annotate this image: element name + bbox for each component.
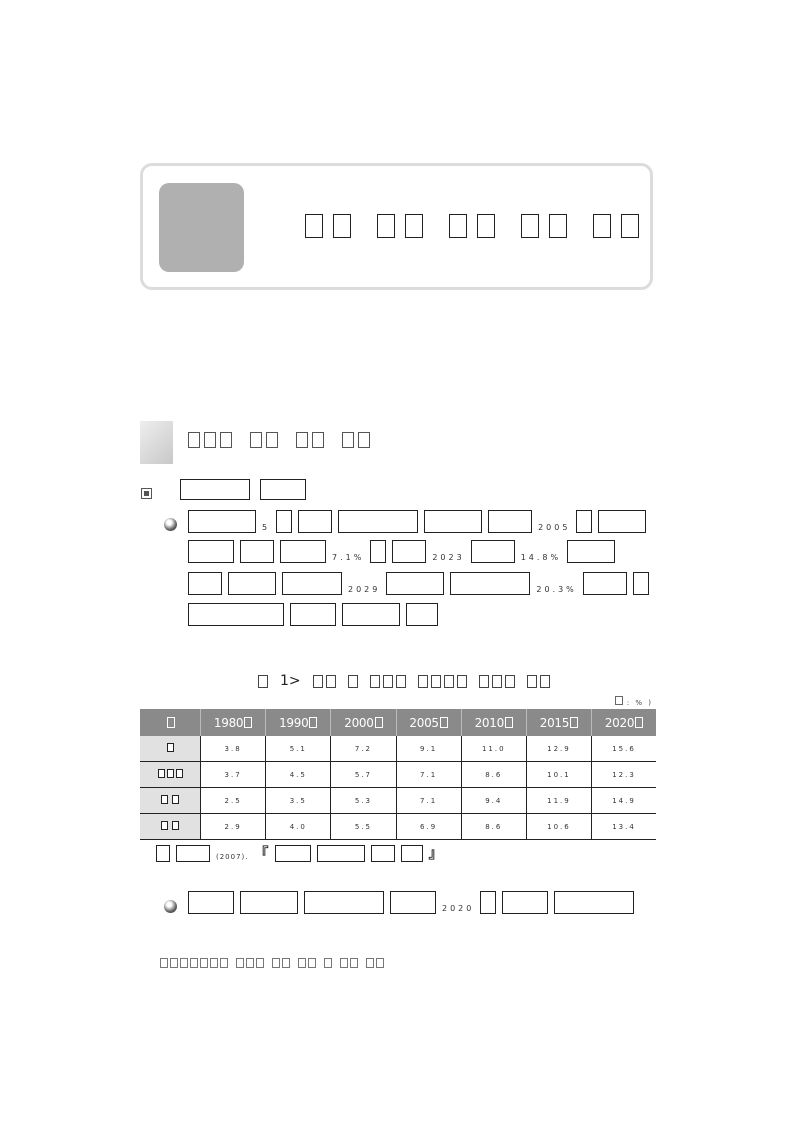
column-header: 2005 — [396, 709, 461, 736]
table-row — [140, 788, 656, 814]
paragraph-line — [188, 889, 634, 914]
table-cell: 7.1 — [396, 788, 461, 814]
open-quote: 『 — [254, 846, 269, 862]
table-cell: 9.4 — [461, 788, 526, 814]
paragraph-line — [188, 601, 438, 626]
table-row — [140, 814, 656, 840]
percent-20-3: 20.3% — [536, 585, 577, 594]
row-header-column — [140, 709, 201, 736]
subsection-heading — [180, 479, 306, 500]
table-unit: : % ) — [615, 696, 653, 707]
table-cell: 6.9 — [396, 814, 461, 840]
year-2023: 2023 — [432, 553, 465, 562]
table-cell: 2.5 — [201, 788, 266, 814]
column-header: 1980 — [201, 709, 266, 736]
section-tab-decoration — [140, 421, 173, 464]
percent-14-8: 14.8% — [520, 553, 562, 562]
chapter-banner — [140, 163, 653, 290]
table-cell: 4.0 — [266, 814, 331, 840]
table-cell: 5.3 — [331, 788, 396, 814]
paragraph-line — [188, 538, 615, 563]
unit-label: % — [635, 699, 645, 707]
table-cell: 5.5 — [331, 814, 396, 840]
table-cell: 3.8 — [201, 736, 266, 762]
table-cell: 15.6 — [592, 736, 656, 762]
footnote-number: 5 — [262, 523, 271, 532]
column-header: 2015 — [526, 709, 591, 736]
column-header: 1990 — [266, 709, 331, 736]
table-row — [140, 736, 656, 762]
year-2029: 2029 — [348, 585, 381, 594]
table-source — [156, 842, 443, 862]
row-label — [140, 814, 201, 840]
table-cell: 12.3 — [592, 762, 656, 788]
table-row — [140, 762, 656, 788]
data-table — [140, 709, 656, 840]
table-cell: 2.9 — [201, 814, 266, 840]
page-footer — [160, 958, 384, 968]
paragraph-line — [188, 508, 646, 533]
round-bullet-icon — [164, 518, 177, 531]
row-label — [140, 788, 201, 814]
column-header: 2000 — [331, 709, 396, 736]
table-cell: 8.6 — [461, 814, 526, 840]
chapter-number-block — [159, 183, 244, 272]
square-bullet-icon — [141, 488, 152, 499]
year-2020: 2020 — [442, 904, 475, 913]
close-quote: 』 — [428, 846, 443, 862]
column-header: 2010 — [461, 709, 526, 736]
paragraph-line — [188, 570, 649, 595]
chapter-title — [305, 214, 639, 240]
table-cell: 5.7 — [331, 762, 396, 788]
percent-7-1: 7.1% — [332, 553, 365, 562]
column-header: 2020 — [592, 709, 656, 736]
table-cell: 12.9 — [526, 736, 591, 762]
table-cell: 11.9 — [526, 788, 591, 814]
table-cell: 7.1 — [396, 762, 461, 788]
section-title — [188, 432, 370, 448]
row-label — [140, 736, 201, 762]
table-cell: 11.0 — [461, 736, 526, 762]
table-cell: 5.1 — [266, 736, 331, 762]
year-2005: 2005 — [538, 523, 571, 532]
table-number: 1> — [280, 673, 301, 689]
table-cell: 10.6 — [526, 814, 591, 840]
table-caption — [258, 673, 550, 689]
table-cell: 13.4 — [592, 814, 656, 840]
table-cell: 7.2 — [331, 736, 396, 762]
row-label — [140, 762, 201, 788]
table-cell: 4.5 — [266, 762, 331, 788]
table-header-row — [140, 709, 656, 736]
table-cell: 3.5 — [266, 788, 331, 814]
table-cell: 14.9 — [592, 788, 656, 814]
table-cell: 9.1 — [396, 736, 461, 762]
table-cell: 3.7 — [201, 762, 266, 788]
round-bullet-icon — [164, 900, 177, 913]
source-year: (2007). — [216, 853, 249, 861]
table-cell: 8.6 — [461, 762, 526, 788]
table-cell: 10.1 — [526, 762, 591, 788]
